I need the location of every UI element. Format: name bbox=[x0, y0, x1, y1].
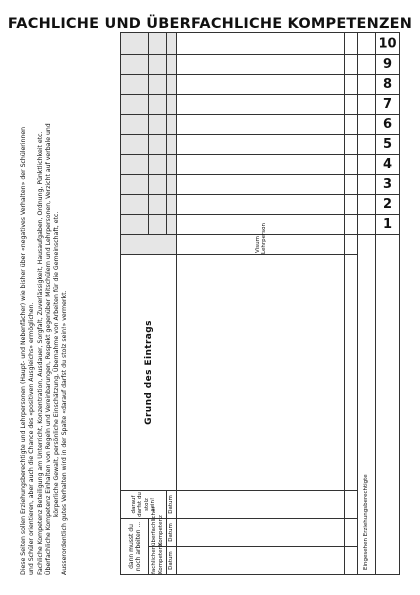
entry-cell[interactable] bbox=[345, 254, 358, 490]
header-datum: Datum bbox=[167, 518, 177, 546]
entry-cell[interactable] bbox=[345, 234, 358, 254]
entry-cell[interactable] bbox=[358, 32, 376, 54]
intro-line: Fachliche Kompetenz Beteiligung am Unterricht, Konzentration, Ausdauer, Sorgfalt, Zuverlässigkeit, Hausaufgaben, Ordnung, Pünktlichkeit etc. bbox=[36, 131, 44, 575]
page-title: FACHLICHE UND ÜBERFACHLICHE KOMPETENZEN bbox=[7, 16, 413, 32]
entry-cell[interactable] bbox=[345, 547, 358, 575]
entry-cell[interactable] bbox=[345, 32, 358, 54]
entry-cell[interactable] bbox=[345, 194, 358, 214]
rotated-content bbox=[20, 35, 400, 575]
intro-line: und Schüler orientieren, aber auch die Chance des «positiven Ausgleichs» ermöglichen. bbox=[28, 302, 36, 575]
entry-cell[interactable] bbox=[345, 74, 358, 94]
entry-cell[interactable] bbox=[177, 74, 345, 94]
shaded-column bbox=[121, 234, 177, 254]
entry-cell[interactable] bbox=[177, 54, 345, 74]
entry-cell[interactable] bbox=[177, 32, 345, 54]
entry-cell[interactable] bbox=[358, 94, 376, 114]
entry-cell[interactable] bbox=[358, 54, 376, 74]
row-number: 10 bbox=[376, 32, 400, 54]
row-number: 5 bbox=[376, 134, 400, 154]
row-number: 2 bbox=[376, 194, 400, 214]
entry-cell[interactable] bbox=[358, 134, 376, 154]
entry-cell[interactable] bbox=[177, 94, 345, 114]
entry-cell[interactable] bbox=[345, 490, 358, 518]
entry-cell[interactable] bbox=[358, 174, 376, 194]
entry-cell[interactable] bbox=[345, 174, 358, 194]
entry-cell[interactable] bbox=[358, 214, 376, 234]
entry-cell[interactable] bbox=[345, 94, 358, 114]
header-stolz: darauf darfst du stolz sein! bbox=[121, 490, 167, 518]
header-work-group: dann musst du noch arbeiten ... bbox=[121, 518, 149, 574]
intro-text bbox=[20, 35, 70, 575]
row-number: 3 bbox=[376, 174, 400, 194]
entries-table bbox=[120, 32, 400, 575]
row-number: 4 bbox=[376, 154, 400, 174]
entry-cell[interactable] bbox=[177, 174, 345, 194]
row-number: 6 bbox=[376, 114, 400, 134]
intro-line: Ausserordentlich gutes Verhalten wird in der Spalte «darauf darfst du stolz sein!» vermerkt. bbox=[61, 290, 69, 575]
intro-line: Diese Seiten sollen Erziehungsberechtigte und Lehrpersonen (Haupt- und Nebenfächer) wie bisher über «negatives Verhalten» der Schülerinnen bbox=[20, 126, 27, 575]
entry-cell[interactable] bbox=[345, 134, 358, 154]
row-number-label-spacer bbox=[376, 234, 400, 574]
header-fachlich: fachlicher Kompetenz bbox=[149, 547, 167, 575]
entry-cell[interactable] bbox=[345, 518, 358, 546]
header-eingesehen: Eingesehen Erziehungsberechtigte bbox=[358, 234, 376, 574]
entry-cell[interactable] bbox=[358, 74, 376, 94]
entry-cell[interactable] bbox=[177, 254, 345, 490]
header-visum: Visum Lehrperson bbox=[177, 234, 345, 254]
row-number: 8 bbox=[376, 74, 400, 94]
header-ueberfachlich: überfachlicher Kompetenz bbox=[149, 518, 167, 546]
intro-line: körperliche Gewalt, persönliche Einschätzung, Übernahme von Arbeiten für die Gemeinschaft, etc. bbox=[53, 211, 61, 517]
header-grund: Grund des Eintrags bbox=[121, 254, 177, 490]
entry-cell[interactable] bbox=[177, 114, 345, 134]
row-number: 1 bbox=[376, 214, 400, 234]
entry-cell[interactable] bbox=[177, 154, 345, 174]
entry-cell[interactable] bbox=[345, 214, 358, 234]
entry-cell[interactable] bbox=[177, 490, 345, 518]
entry-cell[interactable] bbox=[177, 134, 345, 154]
header-datum: Datum bbox=[167, 490, 177, 518]
entry-cell[interactable] bbox=[345, 114, 358, 134]
row-number: 9 bbox=[376, 54, 400, 74]
entry-cell[interactable] bbox=[177, 518, 345, 546]
entry-cell[interactable] bbox=[345, 54, 358, 74]
entry-cell[interactable] bbox=[177, 547, 345, 575]
entry-cell[interactable] bbox=[358, 114, 376, 134]
entry-cell[interactable] bbox=[345, 154, 358, 174]
intro-line: Überfachliche Kompetenz Einhalten von Regeln und Vereinbarungen, Respekt gegenüber Mitschülern und Lehrpersonen, Verzicht auf verbale und bbox=[44, 123, 52, 575]
row-number: 7 bbox=[376, 94, 400, 114]
entry-cell[interactable] bbox=[358, 194, 376, 214]
entry-cell[interactable] bbox=[358, 154, 376, 174]
header-datum: Datum bbox=[167, 547, 177, 575]
entry-cell[interactable] bbox=[177, 194, 345, 214]
